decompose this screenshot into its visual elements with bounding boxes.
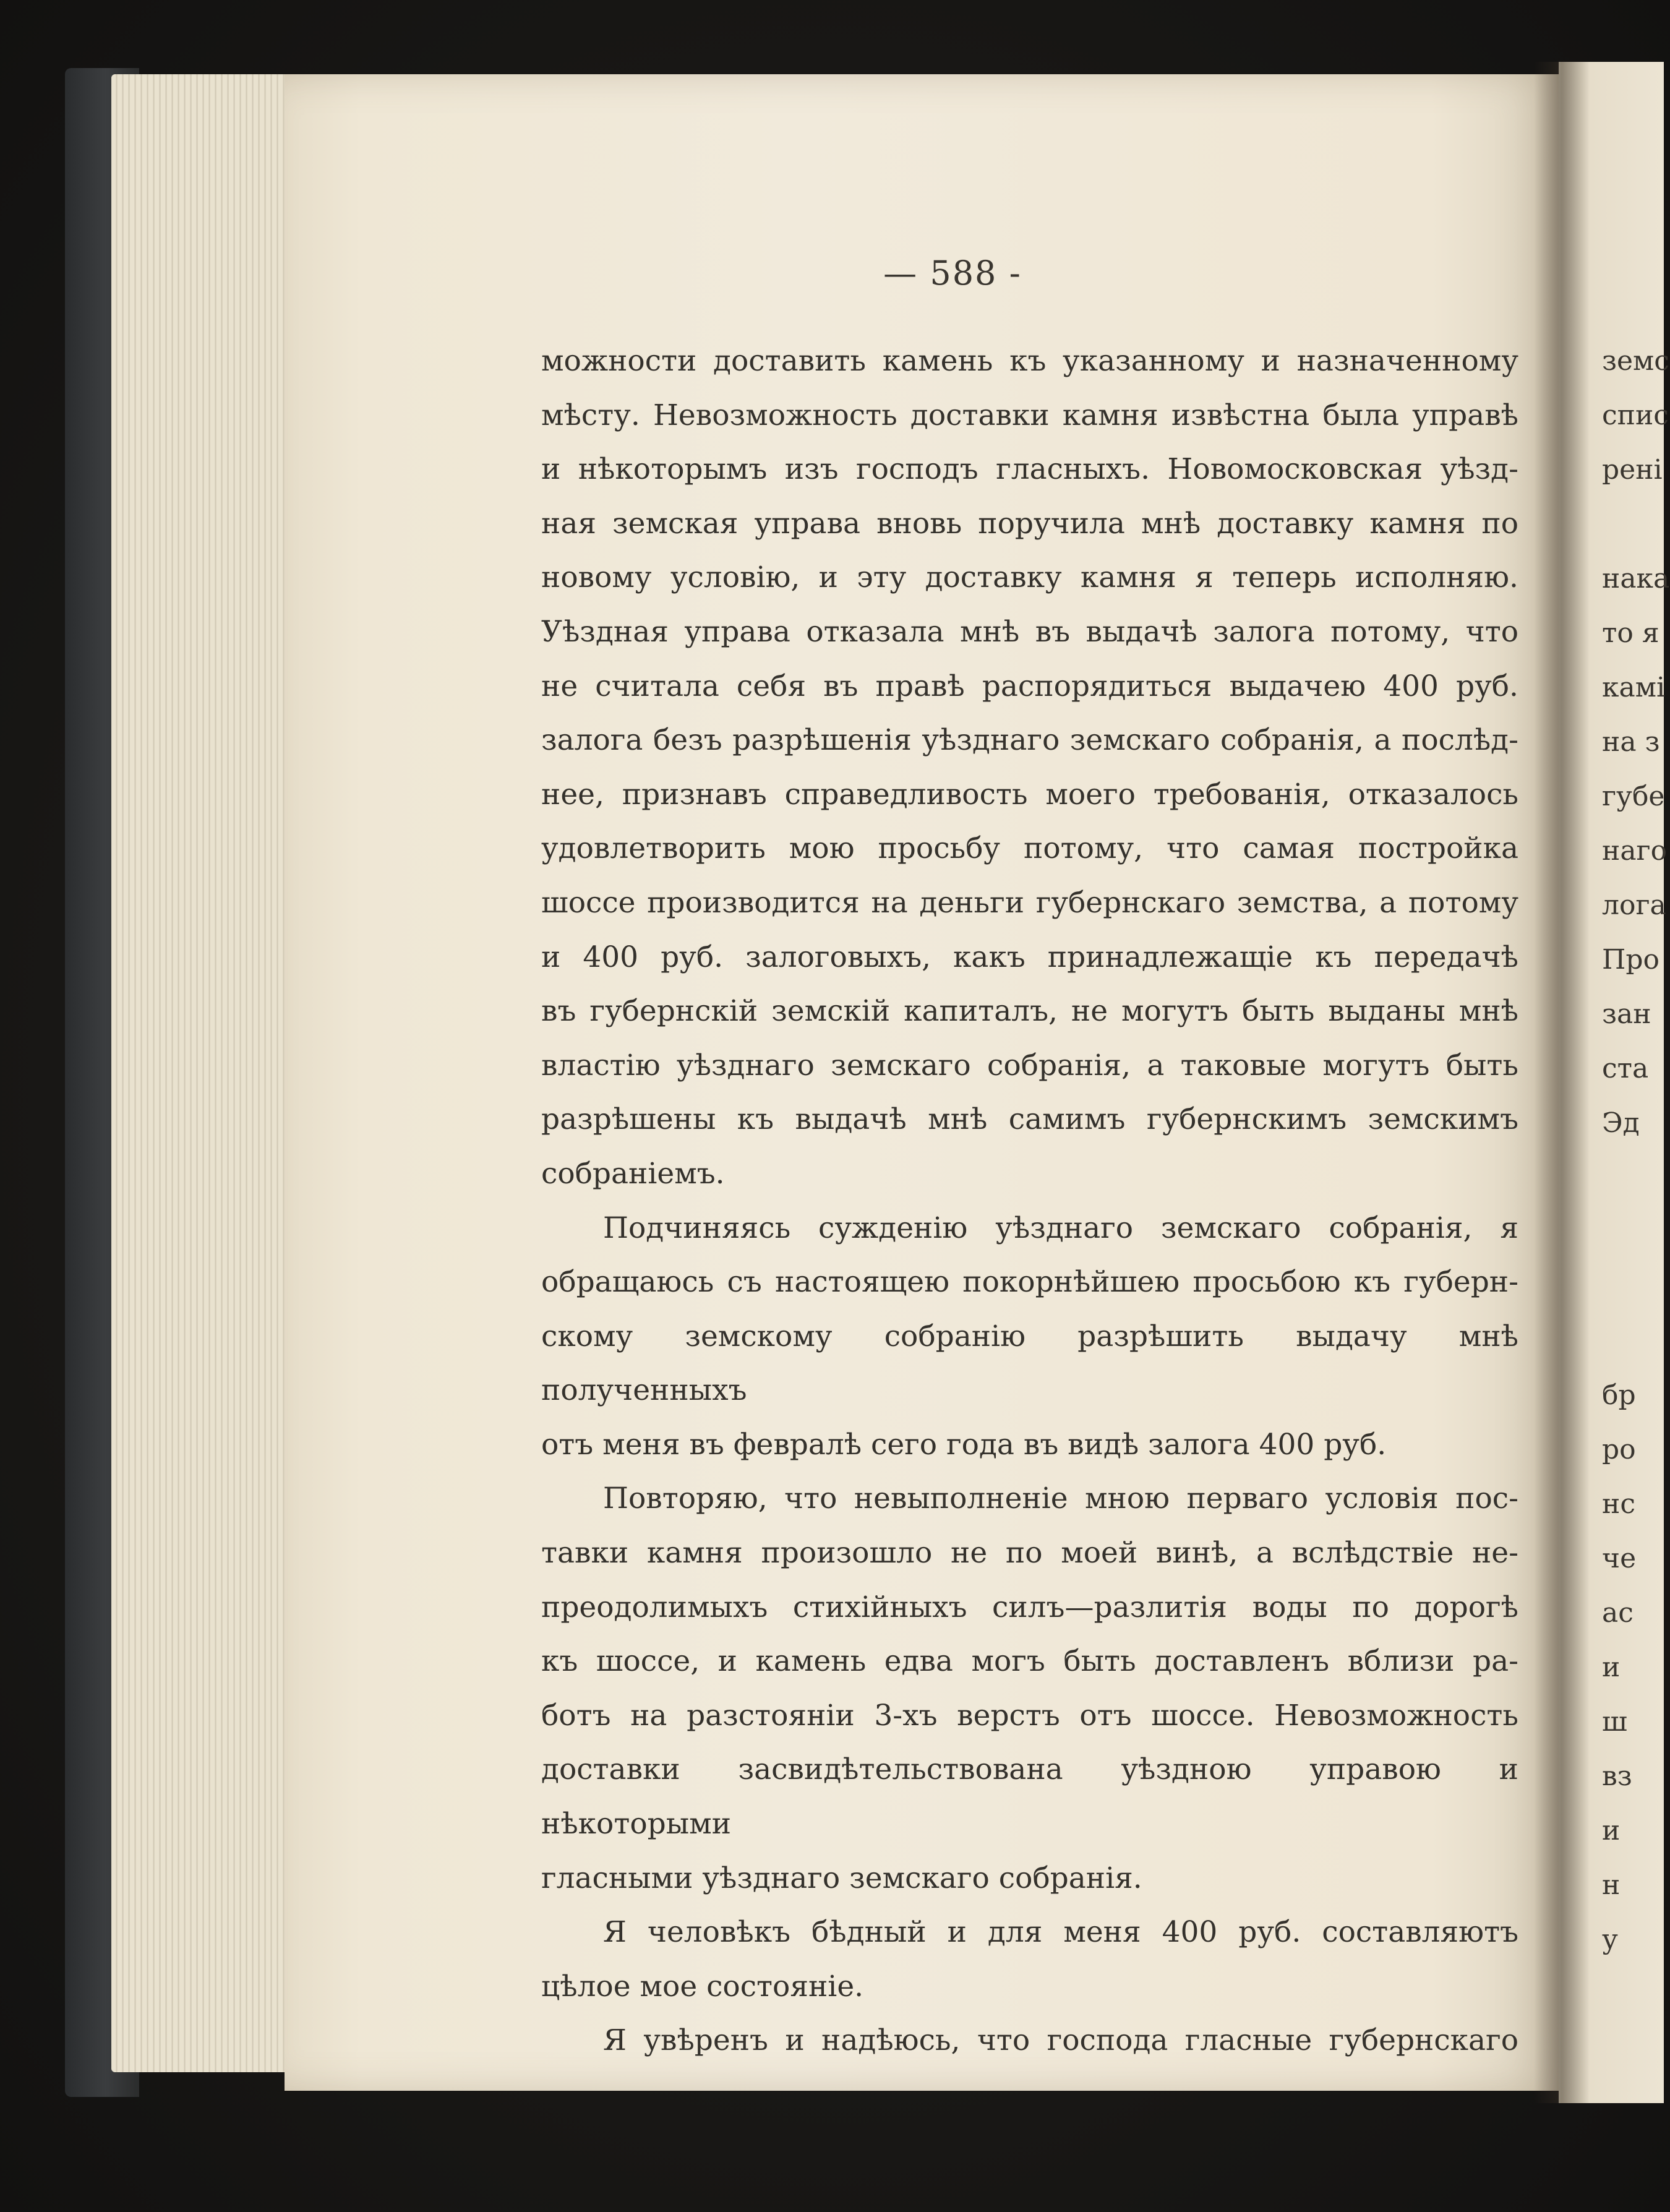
right-page-fragment [1602, 1151, 1670, 1205]
text-line: Я увѣренъ и надѣюсь, что господа гласные губернскаго [603, 2023, 1518, 2058]
text-line: ботъ на разстояніи 3-хъ верстъ отъ шоссе. Невозможность [541, 1698, 1518, 1733]
right-page-fragment: наго [1602, 835, 1668, 867]
text-line: и нѣкоторымъ изъ господъ гласныхъ. Новомосковская уѣзд- [541, 452, 1518, 487]
text-line: доставки засвидѣтельствована уѣздною управою и нѣкоторыми [541, 1752, 1518, 1841]
text-line: Уѣздная управа отказала мнѣ въ выдачѣ залога потому, что [541, 614, 1518, 649]
right-page-fragment: губе [1602, 781, 1665, 812]
page-block-edges [111, 74, 297, 2072]
right-page-fragment: рені [1602, 454, 1663, 486]
text-line: нее, признавъ справедливость моего требованія, отказалось [541, 777, 1518, 812]
right-page-fragment: и [1602, 1815, 1621, 1846]
right-page-fragment [1602, 497, 1670, 552]
right-page-fragment: лога [1602, 890, 1666, 921]
text-line: не считала себя въ правѣ распорядиться выдачею 400 руб. [541, 669, 1518, 703]
right-page-fragment: ро [1602, 1434, 1636, 1465]
right-page-fragment: ста [1602, 1053, 1649, 1084]
right-page-fragment: на з [1602, 726, 1660, 758]
text-line: Я человѣкъ бѣдный и для меня 400 руб. составляютъ [603, 1915, 1518, 1950]
text-line: разрѣшены къ выдачѣ мнѣ самимъ губернскимъ земскимъ [541, 1102, 1518, 1137]
book-gutter [1534, 62, 1590, 2103]
text-line: новому условію, и эту доставку камня я теперь исполняю. [541, 560, 1518, 595]
right-page-fragment: ас [1602, 1597, 1634, 1629]
text-line: мѣсту. Невозможность доставки камня извѣстна была управѣ [541, 398, 1518, 432]
text-line: обращаюсь съ настоящею покорнѣйшею просьбою къ губерн- [541, 1265, 1518, 1300]
text-line: скому земскому собранію разрѣшить выдачу мнѣ полученныхъ [541, 1319, 1518, 1408]
text-line: можности доставить камень къ указанному и назначенному [541, 344, 1518, 378]
right-page-fragment: то я [1602, 617, 1659, 649]
right-page-text [1602, 334, 1670, 1967]
right-page-fragment: нака [1602, 563, 1670, 594]
right-page-fragment [1602, 1259, 1670, 1314]
right-page-fragment [1602, 1314, 1670, 1368]
text-line: шоссе производится на деньги губернскаго земства, а потому [541, 885, 1518, 920]
text-line: Подчиняясь сужденію уѣзднаго земскаго собранія, я [603, 1211, 1518, 1245]
right-page-fragment [1602, 1205, 1670, 1259]
page-number: — 588 - [883, 254, 1022, 293]
right-page-fragment: земс [1602, 345, 1669, 377]
right-page-fragment: Эд [1602, 1107, 1640, 1139]
right-page-fragment: спис [1602, 400, 1669, 431]
right-page-fragment: Про [1602, 944, 1660, 975]
right-page-fragment: бр [1602, 1379, 1636, 1411]
right-page-fragment: н [1602, 1869, 1621, 1901]
text-line: и 400 руб. залоговыхъ, какъ принадлежащіе къ передачѣ [541, 940, 1518, 974]
text-line: удовлетворить мою просьбу потому, что самая постройка [541, 831, 1518, 866]
text-line: собраніемъ. [541, 1156, 725, 1191]
text-line: Повторяю, что невыполненіе мною перваго условія пос- [603, 1481, 1518, 1516]
body-text [541, 334, 1518, 2068]
right-page-fragment: и [1602, 1652, 1621, 1683]
text-line: въ губернскій земскій капиталъ, не могутъ быть выданы мнѣ [541, 994, 1518, 1029]
right-page-fragment: че [1602, 1543, 1637, 1574]
text-line: гласными уѣзднаго земскаго собранія. [541, 1861, 1142, 1895]
text-line: властію уѣзднаго земскаго собранія, а таковые могутъ быть [541, 1048, 1518, 1082]
right-page-fragment: ш [1602, 1706, 1627, 1738]
text-line: преодолимыхъ стихійныхъ силъ—разлитія воды по дорогѣ [541, 1590, 1518, 1624]
right-page-fragment: у [1602, 1924, 1618, 1955]
text-line: ная земская управа вновь поручила мнѣ доставку камня по [541, 506, 1518, 541]
right-page-fragment: вз [1602, 1760, 1632, 1792]
right-page-fragment: нс [1602, 1488, 1635, 1520]
text-line: залога безъ разрѣшенія уѣзднаго земскаго собранія, а послѣд- [541, 723, 1518, 758]
text-line: отъ меня въ февралѣ сего года въ видѣ залога 400 руб. [541, 1427, 1387, 1462]
text-line: цѣлое мое состояніе. [541, 1969, 864, 2004]
right-page-fragment: зан [1602, 998, 1651, 1030]
right-page-fragment: камі [1602, 672, 1666, 703]
text-line: къ шоссе, и камень едва могъ быть доставленъ вблизи ра- [541, 1644, 1518, 1679]
text-line: тавки камня произошло не по моей винѣ, а вслѣдствіе не- [541, 1536, 1518, 1571]
